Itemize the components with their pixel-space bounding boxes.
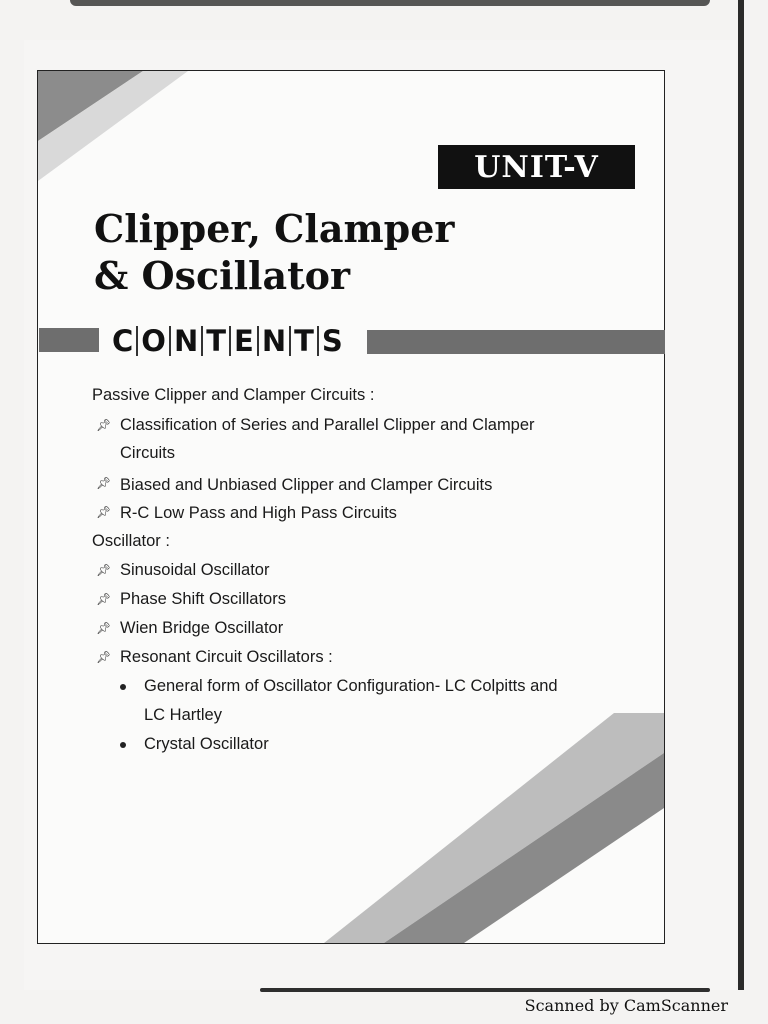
pushpin-icon: 📌︎: [96, 563, 112, 577]
chapter-title: [94, 205, 454, 299]
pushpin-icon: 📌︎: [96, 650, 112, 664]
contents-letter: C: [109, 326, 138, 356]
pushpin-icon: 📌︎: [96, 505, 112, 519]
contents-band-right: [367, 330, 665, 354]
toc-item: Classification of Series and Parallel Clipper and Clamper: [120, 416, 535, 434]
toc-section-heading: Passive Clipper and Clamper Circuits :: [92, 386, 375, 404]
contents-letter: S: [321, 324, 343, 358]
toc-item: Phase Shift Oscillators: [120, 590, 286, 608]
contents-letter: T: [203, 326, 231, 356]
contents-letter: N: [259, 326, 291, 356]
toc-item-continued: Circuits: [120, 444, 176, 462]
pushpin-icon: 📌︎: [96, 592, 112, 606]
pushpin-icon: 📌︎: [96, 476, 112, 490]
toc-item: Wien Bridge Oscillator: [120, 619, 284, 637]
contents-band-left: [39, 328, 99, 352]
chapter-title-line1: Clipper, Clamper: [94, 206, 455, 251]
decorative-stripe-bottom-right: [324, 713, 664, 943]
toc-item: Resonant Circuit Oscillators :: [120, 648, 333, 666]
page-top-edge: [70, 0, 710, 6]
toc-item: R-C Low Pass and High Pass Circuits: [120, 504, 397, 522]
toc-item: Biased and Unbiased Clipper and Clamper Circuits: [120, 476, 493, 494]
dot-icon: [120, 742, 126, 748]
contents-heading: [105, 324, 350, 358]
unit-badge: UNIT-V: [438, 145, 635, 189]
pushpin-icon: 📌︎: [96, 621, 112, 635]
contents-letter: E: [231, 326, 259, 356]
scanner-watermark: Scanned by CamScanner: [524, 996, 728, 1015]
contents-letter: T: [291, 326, 319, 356]
decorative-stripe-top-left: [38, 71, 258, 191]
toc-subitem: Crystal Oscillator: [144, 735, 269, 753]
dot-icon: [120, 684, 126, 690]
toc-section-heading: Oscillator :: [92, 532, 170, 550]
contents-bar: [39, 324, 665, 358]
contents-letter: O: [138, 326, 171, 356]
pushpin-icon: 📌︎: [96, 418, 112, 432]
toc-item: Sinusoidal Oscillator: [120, 561, 270, 579]
toc-subitem: General form of Oscillator Configuration- LC Colpitts and: [144, 677, 558, 695]
page-bottom-edge: [260, 988, 710, 992]
contents-letter: N: [171, 326, 203, 356]
chapter-title-line2: & Oscillator: [94, 253, 351, 298]
page-right-edge: [738, 0, 744, 990]
toc-subitem-continued: LC Hartley: [144, 706, 222, 724]
